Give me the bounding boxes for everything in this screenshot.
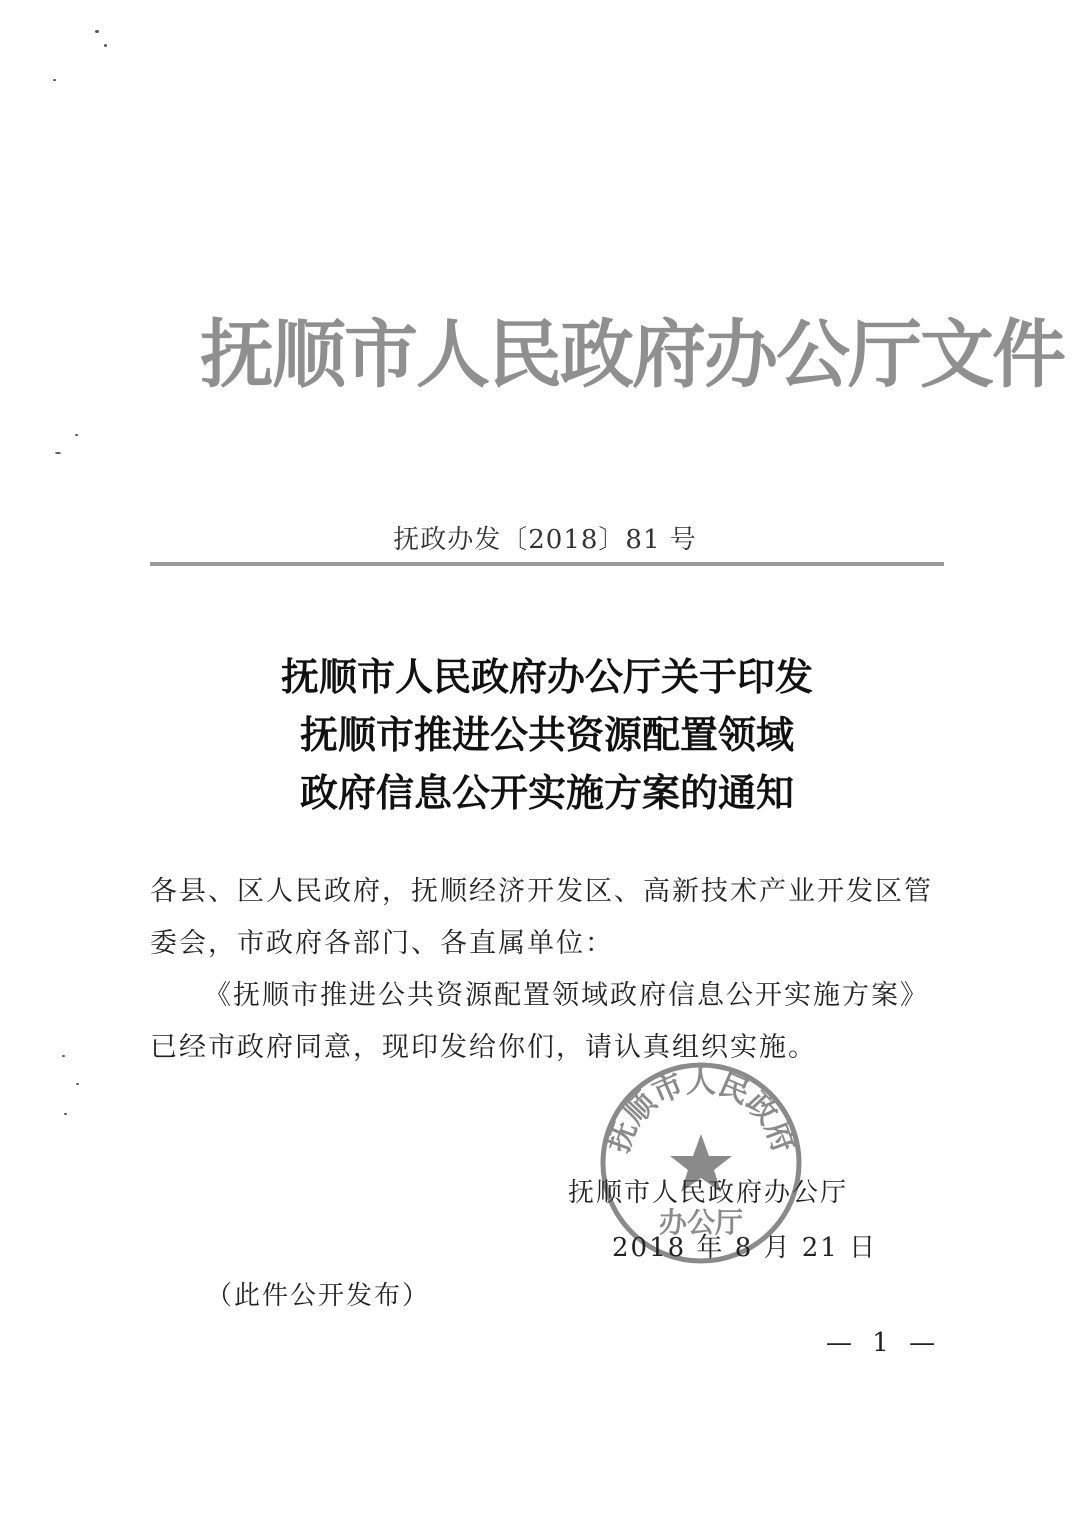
title-line-1: 抚顺市人民政府办公厅关于印发: [280, 654, 813, 699]
scan-speck: [95, 30, 99, 33]
scan-speck: [75, 434, 78, 436]
scan-speck: [53, 79, 56, 81]
issue-date: 2018 年 8 月 21 日: [612, 1233, 878, 1263]
title-line-2: 抚顺市推进公共资源配置领域: [299, 712, 794, 757]
page-number: — 1 —: [826, 1328, 942, 1358]
header-rule: [150, 562, 944, 566]
scan-speck: [55, 452, 61, 454]
document-body: [150, 866, 944, 1074]
masthead-title: 抚顺市人民政府办公厅文件: [200, 312, 1064, 398]
scan-speck: [62, 1055, 65, 1057]
publication-note: （此件公开发布）: [206, 1281, 431, 1311]
signing-authority: 抚顺市人民政府办公厅: [568, 1178, 849, 1208]
svg-text:抚顺市人民政府: 抚顺市人民政府: [601, 1064, 801, 1158]
scan-speck: [64, 1113, 67, 1115]
document-number: 抚政办发〔2018〕81 号: [393, 525, 697, 555]
scan-speck: [104, 44, 107, 47]
document-title: [150, 648, 944, 822]
recipients-paragraph: 各县、区人民政府，抚顺经济开发区、高新技术产业开发区管委会，市政府各部门、各直属单位：: [150, 876, 933, 959]
scan-speck: [76, 1083, 79, 1085]
body-paragraph: 《抚顺市推进公共资源配置领域政府信息公开实施方案》已经市政府同意，现印发给你们，请认真组织实施。: [150, 980, 929, 1063]
title-line-3: 政府信息公开实施方案的通知: [299, 770, 794, 815]
svg-text:办公厅: 办公厅: [658, 1206, 744, 1239]
